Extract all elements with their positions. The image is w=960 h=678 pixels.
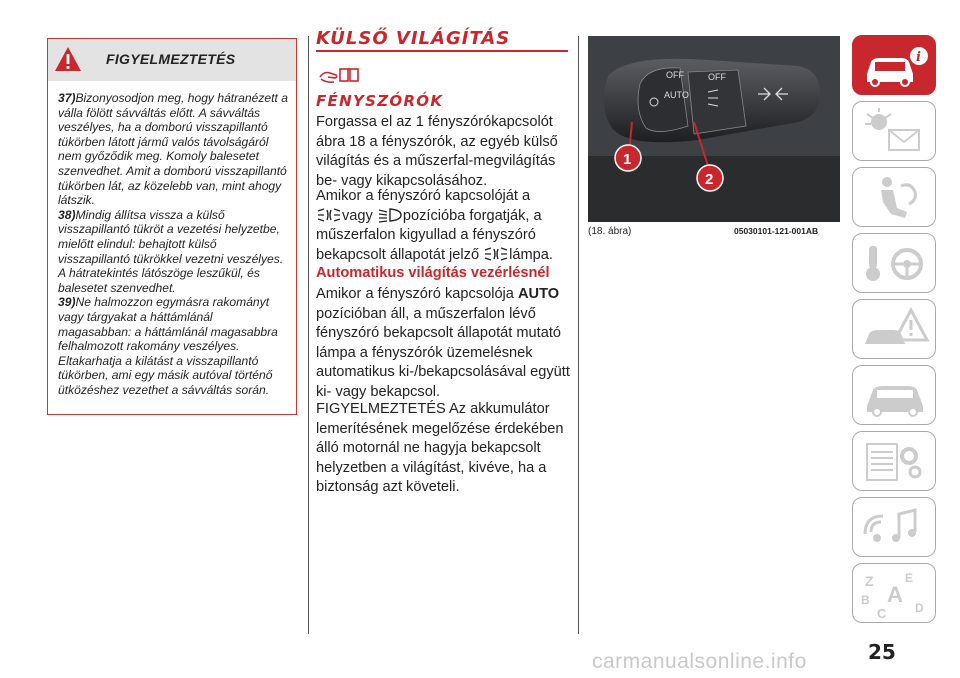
warning-body [48, 81, 296, 397]
paragraph-battery-warning: FIGYELMEZTETÉS Az akkumulátor lemerítésének megelőzése érdekében álló motornál ne hagyja bekapcsolt helyzetben a világítást, kivéve, ha a biztonság azt követeli. [316, 401, 564, 495]
warning-item-39: 39)Ne halmozzon egymásra rakományt vagy tárgyakat a háttámlánál magasabban: a háttámlánál magasabbra felhalmozott rakomány veszélyes. Eltakarhatja a kilátást a visszapillantó tükörben, ami egy másik autóval történő ütközéshez vezethet a sávváltás során. [58, 295, 278, 397]
key-steering-icon [853, 234, 937, 294]
lights-message-icon [853, 102, 937, 162]
car-service-icon [853, 366, 937, 426]
fig-label-auto: AUTO [664, 90, 689, 100]
warning-title: FIGYELMEZTETÉS [106, 51, 236, 67]
svg-text:E: E [905, 571, 914, 585]
paragraph-intro: Forgassa el az 1 fényszórókapcsolót ábra 18 a fényszórók, az egyéb külső világítás és a műszerfal-megvilágítás be- vagy kikapcsolásához. [316, 114, 558, 189]
nav-tab-technical[interactable] [852, 431, 936, 491]
column-divider-right [578, 36, 579, 634]
car-info-icon [853, 36, 937, 96]
svg-text:Z: Z [865, 573, 874, 589]
nav-tab-dashboard[interactable] [852, 35, 936, 95]
callout-2: 2 [705, 171, 714, 188]
column-divider-left [308, 36, 309, 634]
position-lamp-icon [316, 207, 342, 223]
warning-item-38: 38)Mindig állítsa vissza a külső visszapillantó tükröt a vezetési helyzetbe, mielőtt elindul: behajtott külső visszapillantó tükrökkel vezetni veszélyes. A hátratekintés látószöge leszűkül, és balesetet szenvedhet. [58, 207, 284, 295]
nav-tab-starting[interactable] [852, 233, 936, 293]
headlights-subtitle: FÉNYSZÓRÓK [316, 92, 444, 110]
fig-label-off-1: OFF [666, 70, 684, 80]
headlight-indicator-icon [483, 246, 509, 262]
warning-item-37: 37)Bizonyosodjon meg, hogy hátranézett a válla fölött sávváltás előtt. A sávváltás veszélyes, ha a domború visszapillantó tükörben látott jármű valós távolságáról nem győződik meg. Komoly balesetet szenvedhet. Amit a domború visszapillantó tükörben lát, az közelebb van, mint ahogy látszik. [58, 91, 288, 208]
low-beam-icon [377, 207, 403, 223]
warning-header [48, 39, 296, 81]
nav-tab-index[interactable] [852, 563, 936, 623]
nav-tab-safety[interactable] [852, 167, 936, 227]
paragraph-auto: Amikor a fényszóró kapcsolója AUTO pozícióban áll, a műszerfalon lévő fényszóró bekapcsolt állapotát mutató lámpa a fényszórók üzemelésnek automatikus ki-/bekapcsolásával együtt ki- vagy bekapcsol. [316, 286, 570, 400]
seat-airbag-icon [853, 168, 937, 228]
figure-code: 05030101-121-001AB [734, 226, 819, 236]
svg-text:i: i [916, 50, 921, 65]
page-number: 25 [868, 640, 896, 664]
svg-text:B: B [861, 593, 870, 607]
callout-1: 1 [623, 151, 632, 168]
nav-tab-lights[interactable] [852, 101, 936, 161]
figure-caption: (18. ábra) [588, 226, 632, 237]
hand-book-icon [318, 63, 364, 85]
light-switch-illustration [588, 36, 840, 222]
media-music-icon [853, 498, 937, 558]
nav-tab-multimedia[interactable] [852, 497, 936, 557]
auto-label: AUTO [517, 286, 560, 302]
svg-text:D: D [915, 601, 924, 615]
svg-text:C: C [877, 606, 887, 621]
svg-text:A: A [887, 582, 903, 607]
auto-lighting-heading: Automatikus világítás vezérlésnél [316, 265, 550, 281]
settings-list-icon [853, 432, 937, 492]
fig-label-off-2: OFF [708, 72, 726, 82]
alphabet-index-icon [853, 564, 937, 624]
paragraph-switch-position: Amikor a fényszóró kapcsolóját a vagy pozícióba forgatják, a műszerfalon kigyullad a fényszóró bekapcsolt állapotát jelző lámpa. [316, 188, 553, 263]
watermark: carmanualsonline.info [592, 650, 807, 673]
warning-triangle-icon [54, 45, 82, 73]
figure-light-switch-photo [588, 36, 840, 222]
warning-box [47, 38, 297, 415]
section-title-rule [316, 50, 568, 52]
nav-tab-emergency[interactable] [852, 299, 936, 359]
car-warning-icon [853, 300, 937, 360]
section-title: KÜLSŐ VILÁGÍTÁS [316, 28, 511, 49]
nav-tab-maintenance[interactable] [852, 365, 936, 425]
